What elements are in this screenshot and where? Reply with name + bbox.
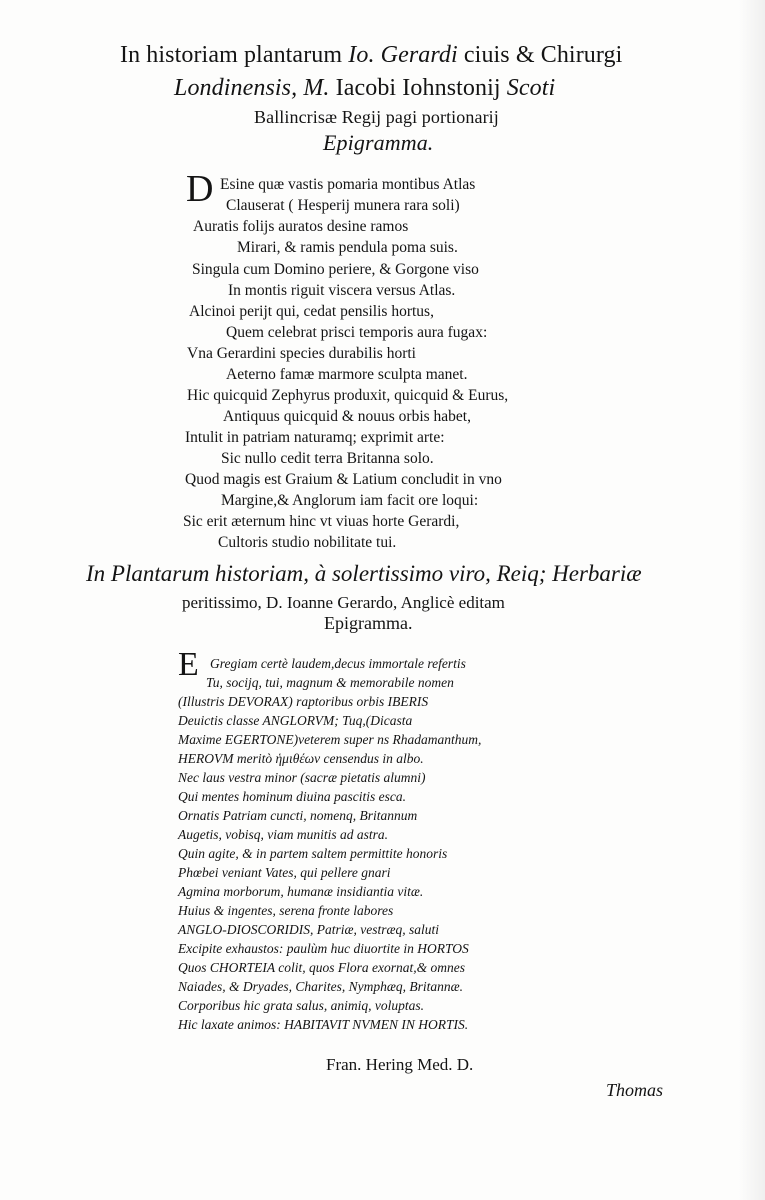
heading1-text-a: In historiam plantarum — [120, 42, 343, 68]
signature: Fran. Hering Med. D. — [326, 1055, 474, 1074]
poem1-line: Clauserat ( Hesperij munera rara soli) — [226, 197, 460, 214]
poem2-line: Excipite exhaustos: paulùm huc diuortite in HORTOS — [178, 941, 469, 956]
heading1-epigramma: Epigramma. — [323, 130, 434, 155]
poem1-line: Quod magis est Graium & Latium concludit in vno — [185, 471, 502, 488]
poem2-line: Deuictis classe ANGLORVM; Tuq,(Dicasta — [178, 713, 413, 728]
poem2-line: ANGLO-DIOSCORIDIS, Patriæ, vestræq, saluti — [178, 922, 439, 937]
poem2-line: Gregiam certè laudem,decus immortale refertis — [210, 656, 466, 671]
poem1-line: Hic quicquid Zephyrus produxit, quicquid & Eurus, — [187, 387, 509, 404]
poem2-line: Ornatis Patriam cuncti, nomenq, Britannum — [178, 808, 418, 823]
poem1-line: In montis riguit viscera versus Atlas. — [228, 282, 456, 299]
poem1-line: Aeterno famæ marmore sculpta manet. — [226, 366, 468, 383]
heading1-text-c: ciuis & Chirurgi — [463, 42, 623, 68]
poem2-line: Naiades, & Dryades, Charites, Nymphæq, Britannæ. — [178, 979, 464, 994]
poem1-line: Quem celebrat prisci temporis aura fugax: — [226, 324, 488, 341]
poem2-line: Phœbei veniant Vates, qui pellere gnari — [178, 865, 391, 880]
poem2-line: Quin agite, & in partem saltem permittite honoris — [178, 846, 448, 861]
poem2-line: (Illustris DEVORAX) raptoribus orbis IBERIS — [178, 694, 429, 709]
poem1-line: Vna Gerardini species durabilis horti — [187, 345, 416, 362]
heading2-epigramma: Epigramma. — [324, 613, 413, 633]
heading1-author: Io. Gerardi — [348, 42, 458, 68]
heading2-line2: peritissimo, D. Ioanne Gerardo, Anglicè editam — [182, 593, 505, 612]
poem2-line: Hic laxate animos: HABITAVIT NVMEN IN HORTIS. — [178, 1017, 469, 1032]
heading1-line2 — [174, 75, 555, 102]
poem1-line: Sic nullo cedit terra Britanna solo. — [221, 450, 434, 467]
catchword: Thomas — [606, 1080, 664, 1100]
poem1-line: Intulit in patriam naturamq; exprimit arte: — [185, 429, 445, 446]
heading2-line1: In Plantarum historiam, à solertissimo viro, Reiq; Herbariæ — [86, 561, 642, 586]
heading1-name: Iacobi Iohnstonij — [335, 75, 501, 101]
poem1-line: Auratis folijs auratos desine ramos — [193, 218, 409, 235]
heading1-city: Londinensis, — [174, 75, 298, 101]
heading1-initial: M. — [303, 75, 330, 101]
poem2-line: Nec laus vestra minor (sacræ pietatis alumni) — [178, 770, 426, 785]
poem1-line: Mirari, & ramis pendula poma suis. — [237, 239, 458, 256]
poem1-line: Singula cum Domino periere, & Gorgone viso — [192, 261, 479, 278]
heading1-line1 — [120, 42, 622, 69]
poem2-line: Augetis, vobisq, viam munitis ad astra. — [178, 827, 388, 842]
poem2-line: HEROVM meritò ἡμιθέων censendus in albo. — [178, 751, 424, 766]
heading1-line3: Ballincrisæ Regij pagi portionarij — [254, 107, 499, 127]
poem2-dropcap: E — [178, 646, 199, 683]
poem2-line: Agmina morborum, humanæ insidiantia vitæ. — [178, 884, 424, 899]
poem2-line: Maxime EGERTONE)veterem super ns Rhadamanthum, — [178, 732, 482, 747]
poem2-line: Huius & ingentes, serena fronte labores — [178, 903, 394, 918]
poem1-dropcap: D — [186, 168, 214, 210]
poem2-line: Quos CHORTEIA colit, quos Flora exornat,& omnes — [178, 960, 465, 975]
heading1-scoti: Scoti — [506, 75, 556, 101]
poem2-line: Tu, socijq, tui, magnum & memorabile nomen — [206, 675, 454, 690]
poem2-line: Corporibus hic grata salus, animiq, voluptas. — [178, 998, 425, 1013]
poem1-line: Margine,& Anglorum iam facit ore loqui: — [221, 492, 479, 509]
poem1-line: Antiquus quicquid & nouus orbis habet, — [223, 408, 471, 425]
poem1-line: Sic erit æternum hinc vt viuas horte Gerardi, — [183, 513, 460, 530]
poem1-line: Cultoris studio nobilitate tui. — [218, 534, 397, 551]
poem1-line: Esine quæ vastis pomaria montibus Atlas — [220, 176, 476, 193]
poem2-line: Qui mentes hominum diuina pascitis esca. — [178, 789, 406, 804]
poem1-line: Alcinoi perijt qui, cedat pensilis hortus, — [189, 303, 434, 320]
